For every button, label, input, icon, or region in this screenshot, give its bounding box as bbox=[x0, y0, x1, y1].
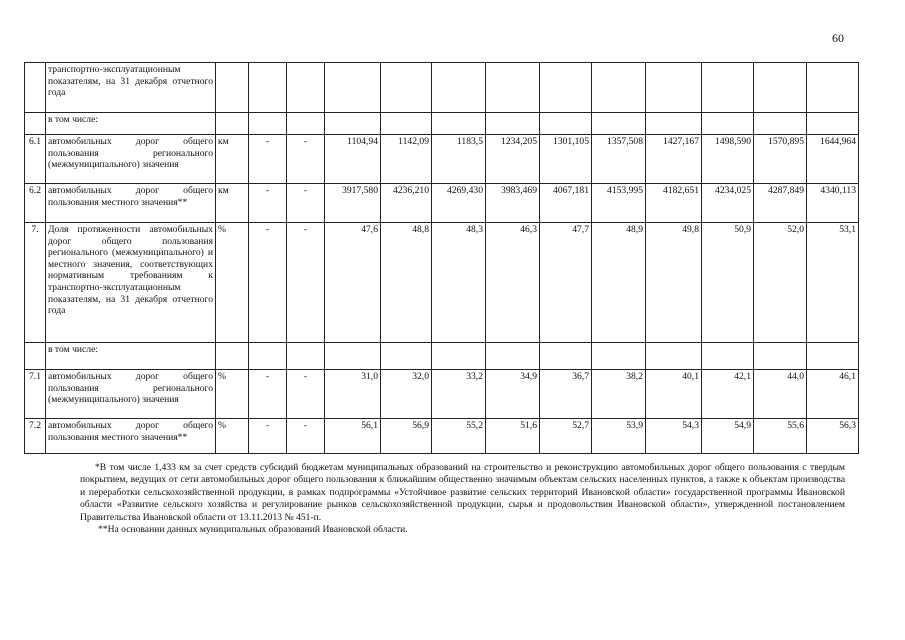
row-number-cell: 6.2 bbox=[25, 184, 46, 223]
footnote-1: *В том числе 1,433 км за счет средств субсидий бюджетам муниципальных образований на строительство и реконструкцию автомобильных дорог общего пользования с твердым покрытием, ведущих от сети автомобильных дорог общего пользования к ближайшим общественно значимым объектам сельских населенных пунктов, а также к объектам производства и переработки сельскохозяйственной продукции, в рамках подпрограммы «Устойчивое развитие сельских территорий Ивановской области» государственной программы Ивановской области «Развитие сельского хозяйства и регулирование рынков сельскохозяйственной продукции, сырья и продовольствия Ивановской области», утвержденной постановлением Правительства Ивановской области от 13.11.2013 № 451-п. bbox=[80, 462, 845, 523]
value-cell bbox=[807, 343, 859, 370]
value-cell bbox=[432, 63, 486, 113]
base-value-cell: - bbox=[249, 419, 287, 454]
value-cell: 4340,113 bbox=[807, 184, 859, 223]
value-cell: 1498,590 bbox=[702, 135, 754, 184]
table-row bbox=[25, 135, 905, 184]
value-cell: 1427,167 bbox=[646, 135, 702, 184]
value-cell: 53,1 bbox=[807, 223, 859, 343]
indicator-name-cell: автомобильных дорог общего пользования местного значения** bbox=[46, 184, 216, 223]
base-value-cell bbox=[287, 343, 325, 370]
value-cell: 1183,5 bbox=[432, 135, 486, 184]
unit-cell bbox=[216, 63, 249, 113]
value-cell: 56,9 bbox=[381, 419, 432, 454]
value-cell: 40,1 bbox=[646, 370, 702, 419]
value-cell: 31,0 bbox=[325, 370, 381, 419]
value-cell: 48,3 bbox=[432, 223, 486, 343]
row-number-cell: 6.1 bbox=[25, 135, 46, 184]
value-cell: 32,0 bbox=[381, 370, 432, 419]
value-cell bbox=[432, 113, 486, 135]
base-value-cell bbox=[287, 63, 325, 113]
value-cell bbox=[592, 343, 646, 370]
value-cell: 1301,105 bbox=[540, 135, 592, 184]
row-number-cell bbox=[25, 113, 46, 135]
value-cell: 56,3 bbox=[807, 419, 859, 454]
value-cell: 3917,580 bbox=[325, 184, 381, 223]
unit-cell: % bbox=[216, 419, 249, 454]
table-row bbox=[25, 419, 905, 454]
value-cell: 4234,025 bbox=[702, 184, 754, 223]
value-cell bbox=[325, 343, 381, 370]
value-cell: 4153,995 bbox=[592, 184, 646, 223]
value-cell: 1234,205 bbox=[486, 135, 540, 184]
value-cell bbox=[754, 113, 807, 135]
value-cell bbox=[540, 63, 592, 113]
value-cell: 4067,181 bbox=[540, 184, 592, 223]
unit-cell: % bbox=[216, 223, 249, 343]
value-cell bbox=[807, 63, 859, 113]
base-value-cell bbox=[249, 343, 287, 370]
value-cell: 54,9 bbox=[702, 419, 754, 454]
value-cell: 48,8 bbox=[381, 223, 432, 343]
value-cell: 56,1 bbox=[325, 419, 381, 454]
value-cell: 51,6 bbox=[486, 419, 540, 454]
value-cell: 52,0 bbox=[754, 223, 807, 343]
value-cell: 1104,94 bbox=[325, 135, 381, 184]
unit-cell bbox=[216, 343, 249, 370]
base-value-cell: - bbox=[287, 419, 325, 454]
value-cell bbox=[646, 63, 702, 113]
value-cell bbox=[702, 63, 754, 113]
value-cell bbox=[540, 343, 592, 370]
row-number-cell bbox=[25, 63, 46, 113]
value-cell bbox=[754, 63, 807, 113]
value-cell: 47,6 bbox=[325, 223, 381, 343]
base-value-cell: - bbox=[287, 370, 325, 419]
indicator-name-cell: транспортно-эксплуатационным показателям, на 31 декабря отчетного года bbox=[46, 63, 216, 113]
value-cell bbox=[486, 63, 540, 113]
row-number-cell bbox=[25, 343, 46, 370]
base-value-cell: - bbox=[287, 135, 325, 184]
value-cell: 1570,895 bbox=[754, 135, 807, 184]
value-cell: 54,3 bbox=[646, 419, 702, 454]
value-cell: 36,7 bbox=[540, 370, 592, 419]
value-cell: 42,1 bbox=[702, 370, 754, 419]
value-cell: 1142,09 bbox=[381, 135, 432, 184]
base-value-cell: - bbox=[287, 184, 325, 223]
base-value-cell bbox=[287, 113, 325, 135]
value-cell bbox=[381, 113, 432, 135]
value-cell: 1644,964 bbox=[807, 135, 859, 184]
base-value-cell: - bbox=[249, 184, 287, 223]
value-cell: 53,9 bbox=[592, 419, 646, 454]
value-cell bbox=[325, 63, 381, 113]
unit-cell: км bbox=[216, 184, 249, 223]
footnote-2: **На основании данных муниципальных образований Ивановской области. bbox=[98, 524, 408, 536]
value-cell bbox=[702, 343, 754, 370]
base-value-cell bbox=[249, 63, 287, 113]
value-cell: 38,2 bbox=[592, 370, 646, 419]
row-number-cell: 7. bbox=[25, 223, 46, 343]
value-cell: 52,7 bbox=[540, 419, 592, 454]
value-cell bbox=[646, 113, 702, 135]
footnotes bbox=[80, 462, 845, 536]
row-number-cell: 7.1 bbox=[25, 370, 46, 419]
value-cell: 48,9 bbox=[592, 223, 646, 343]
unit-cell: % bbox=[216, 370, 249, 419]
value-cell bbox=[381, 343, 432, 370]
value-cell: 55,2 bbox=[432, 419, 486, 454]
base-value-cell bbox=[249, 113, 287, 135]
value-cell bbox=[702, 113, 754, 135]
value-cell: 1357,508 bbox=[592, 135, 646, 184]
page-number: 60 bbox=[832, 31, 844, 45]
value-cell bbox=[325, 113, 381, 135]
indicator-name-cell: в том числе: bbox=[46, 113, 216, 135]
value-cell bbox=[432, 343, 486, 370]
value-cell bbox=[807, 113, 859, 135]
indicator-name-cell: автомобильных дорог общего пользования регионального (межмуниципального) значения bbox=[46, 370, 216, 419]
value-cell: 4182,651 bbox=[646, 184, 702, 223]
value-cell bbox=[486, 113, 540, 135]
indicator-name-cell: автомобильных дорог общего пользования регионального (межмуниципального) значения bbox=[46, 135, 216, 184]
base-value-cell: - bbox=[249, 370, 287, 419]
value-cell: 55,6 bbox=[754, 419, 807, 454]
value-cell bbox=[754, 343, 807, 370]
value-cell: 4287,849 bbox=[754, 184, 807, 223]
value-cell: 4269,430 bbox=[432, 184, 486, 223]
indicator-name-cell: Доля протяженности автомобильных дорог общего пользования регионального (межмуниципального) и местного значения, соответствующих нормативным требованиям к транспортно-эксплуатационным показателям, на 31 декабря отчетного года bbox=[46, 223, 216, 343]
row-number-cell: 7.2 bbox=[25, 419, 46, 454]
base-value-cell: - bbox=[249, 223, 287, 343]
value-cell: 50,9 bbox=[702, 223, 754, 343]
unit-cell: км bbox=[216, 135, 249, 184]
value-cell bbox=[646, 343, 702, 370]
value-cell: 46,1 bbox=[807, 370, 859, 419]
value-cell: 4236,210 bbox=[381, 184, 432, 223]
table-row bbox=[25, 184, 905, 223]
indicators-table bbox=[24, 62, 905, 454]
value-cell bbox=[381, 63, 432, 113]
table-row bbox=[25, 113, 905, 135]
value-cell bbox=[486, 343, 540, 370]
value-cell: 33,2 bbox=[432, 370, 486, 419]
table-row bbox=[25, 63, 905, 113]
indicator-name-cell: в том числе: bbox=[46, 343, 216, 370]
table-row bbox=[25, 370, 905, 419]
value-cell: 34,9 bbox=[486, 370, 540, 419]
indicator-name-cell: автомобильных дорог общего пользования местного значения** bbox=[46, 419, 216, 454]
value-cell bbox=[592, 113, 646, 135]
base-value-cell: - bbox=[249, 135, 287, 184]
table-row bbox=[25, 343, 905, 370]
value-cell: 3983,469 bbox=[486, 184, 540, 223]
value-cell: 49,8 bbox=[646, 223, 702, 343]
value-cell bbox=[592, 63, 646, 113]
unit-cell bbox=[216, 113, 249, 135]
base-value-cell: - bbox=[287, 223, 325, 343]
value-cell: 46,3 bbox=[486, 223, 540, 343]
table-row bbox=[25, 223, 905, 343]
value-cell bbox=[540, 113, 592, 135]
value-cell: 47,7 bbox=[540, 223, 592, 343]
value-cell: 44,0 bbox=[754, 370, 807, 419]
